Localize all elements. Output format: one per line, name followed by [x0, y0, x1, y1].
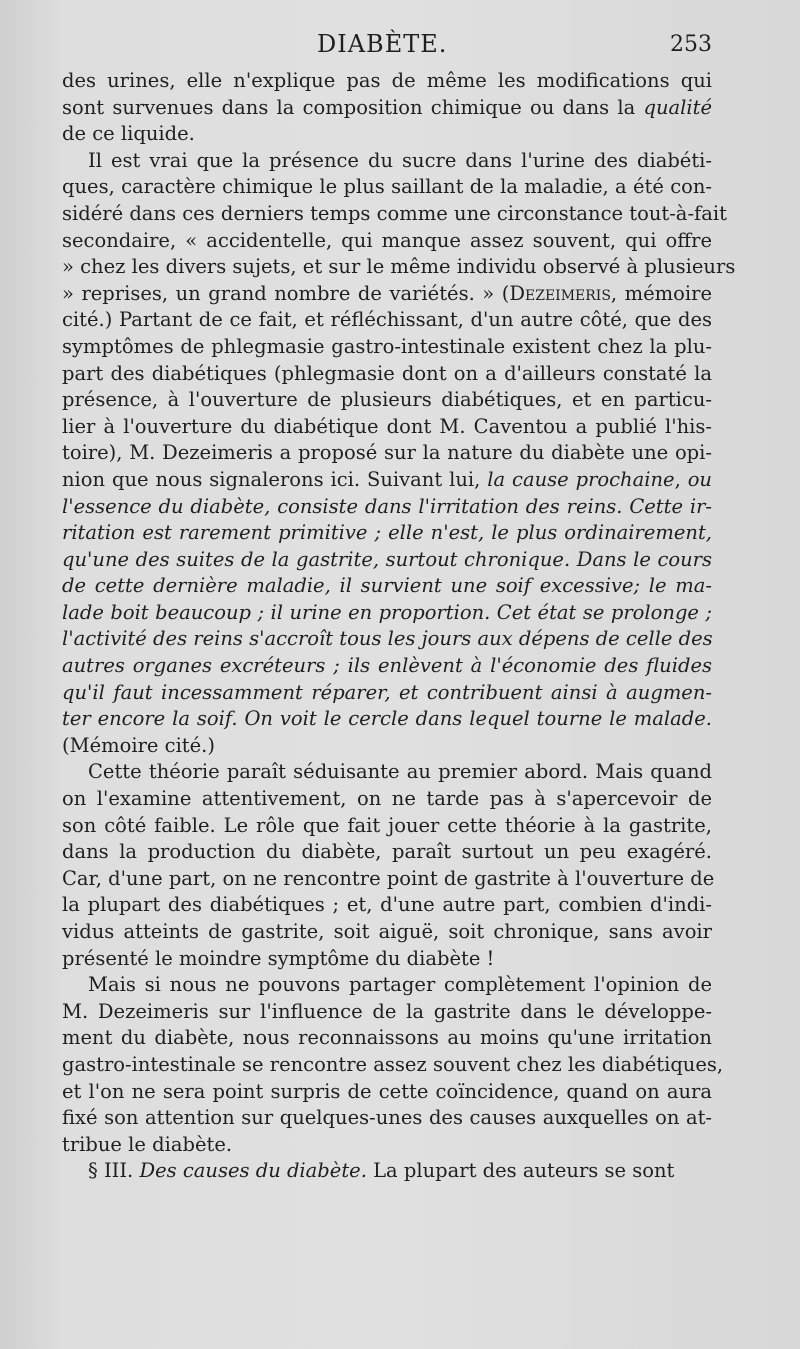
- body-text: [62, 68, 736, 1185]
- text-line: symptômes de phlegmasie gastro-intestinale existent chez la plu-: [62, 334, 712, 358]
- text-line: la plupart des diabétiques ; et, d'une autre part, combien d'indi-: [62, 893, 712, 917]
- text-line: dans la production du diabète, paraît surtout un peu exagéré.: [62, 840, 712, 864]
- text-line: » chez les divers sujets, et sur le même individu observé à plusieurs: [62, 255, 736, 279]
- text-line: lier à l'ouverture du diabétique dont M. Caventou a publié l'his-: [62, 414, 712, 438]
- text-line: de ce liquide.: [62, 122, 195, 146]
- text-line: de cette dernière maladie, il survient une soif excessive; le ma-: [62, 574, 712, 598]
- text-line: fixé son attention sur quelques-unes des causes auxquelles on at-: [62, 1106, 712, 1130]
- text-line: ment du diabète, nous reconnaissons au moins qu'une irritation: [62, 1026, 712, 1050]
- text-line: Il est vrai que la présence du sucre dans l'urine des diabéti-: [88, 148, 712, 172]
- text-line: vidus atteints de gastrite, soit aiguë, soit chronique, sans avoir: [62, 920, 712, 943]
- text-line: M. Dezeimeris sur l'influence de la gastrite dans le développe-: [62, 999, 712, 1023]
- text-line: son côté faible. Le rôle que fait jouer cette théorie à la gastrite,: [62, 813, 712, 837]
- text-line: sont survenues dans la composition chimique ou dans la qualité: [62, 95, 712, 119]
- page-number: 253: [670, 32, 712, 57]
- paragraph: [62, 972, 724, 1158]
- running-title: DIABÈTE.: [317, 30, 448, 58]
- text-line: toire), M. Dezeimeris a proposé sur la nature du diabète une opi-: [62, 441, 712, 465]
- text-line: Car, d'une part, on ne rencontre point de gastrite à l'ouverture de: [62, 866, 715, 890]
- text-line: nion que nous signalerons ici. Suivant lui, la cause prochaine, ou: [62, 467, 712, 491]
- text-line: ter encore la soif. On voit le cercle dans lequel tourne le malade.: [62, 707, 712, 731]
- text-line: présenté le moindre symptôme du diabète !: [62, 946, 495, 970]
- text-line: (Mémoire cité.): [62, 733, 215, 757]
- text-line: autres organes excréteurs ; ils enlèvent à l'économie des fluides: [62, 654, 712, 678]
- text-line: l'activité des reins s'accroît tous les jours aux dépens de celle des: [62, 627, 713, 651]
- text-line: lade boit beaucoup ; il urine en proportion. Cet état se prolonge ;: [62, 600, 712, 624]
- text-line: qu'il faut incessamment réparer, et contribuent ainsi à augmen-: [62, 680, 712, 704]
- text-line: présence, à l'ouverture de plusieurs diabétiques, et en particu-: [62, 388, 712, 412]
- text-line: § III. Des causes du diabète. La plupart des auteurs se sont: [88, 1159, 675, 1183]
- text-line: l'essence du diabète, consiste dans l'irritation des reins. Cette ir-: [62, 494, 712, 518]
- text-line: qu'une des suites de la gastrite, surtout chronique. Dans le cours: [62, 547, 712, 571]
- text-line: tribue le diabète.: [62, 1132, 233, 1156]
- paragraph: [62, 148, 736, 760]
- text-line: Mais si nous ne pouvons partager complètement l'opinion de: [88, 973, 712, 997]
- text-line: on l'examine attentivement, on ne tarde pas à s'apercevoir de: [62, 787, 712, 811]
- text-line: sidéré dans ces derniers temps comme une circonstance tout-à-fait: [62, 201, 727, 225]
- paragraph: [62, 68, 712, 148]
- text-line: et l'on ne sera point surpris de cette coïncidence, quand on aura: [62, 1079, 712, 1103]
- text-line: ques, caractère chimique le plus saillant de la maladie, a été con-: [62, 175, 712, 199]
- text-line: gastro-intestinale se rencontre assez souvent chez les diabétiques,: [62, 1052, 724, 1076]
- text-line: des urines, elle n'explique pas de même les modifications qui: [62, 69, 712, 92]
- paragraph: [62, 1158, 712, 1185]
- text-line: Cette théorie paraît séduisante au premier abord. Mais quand: [88, 760, 712, 784]
- paragraph: [62, 759, 715, 972]
- text-line: cité.) Partant de ce fait, et réfléchissant, d'un autre côté, que des: [62, 308, 712, 332]
- page-header: [62, 30, 710, 64]
- text-line: » reprises, un grand nombre de variétés. » (Dezeimeris, mémoire: [62, 281, 712, 305]
- text-line: part des diabétiques (phlegmasie dont on a d'ailleurs constaté la: [62, 361, 712, 385]
- text-line: secondaire, « accidentelle, qui manque assez souvent, qui offre: [62, 228, 712, 252]
- text-line: ritation est rarement primitive ; elle n'est, le plus ordinairement,: [62, 521, 712, 545]
